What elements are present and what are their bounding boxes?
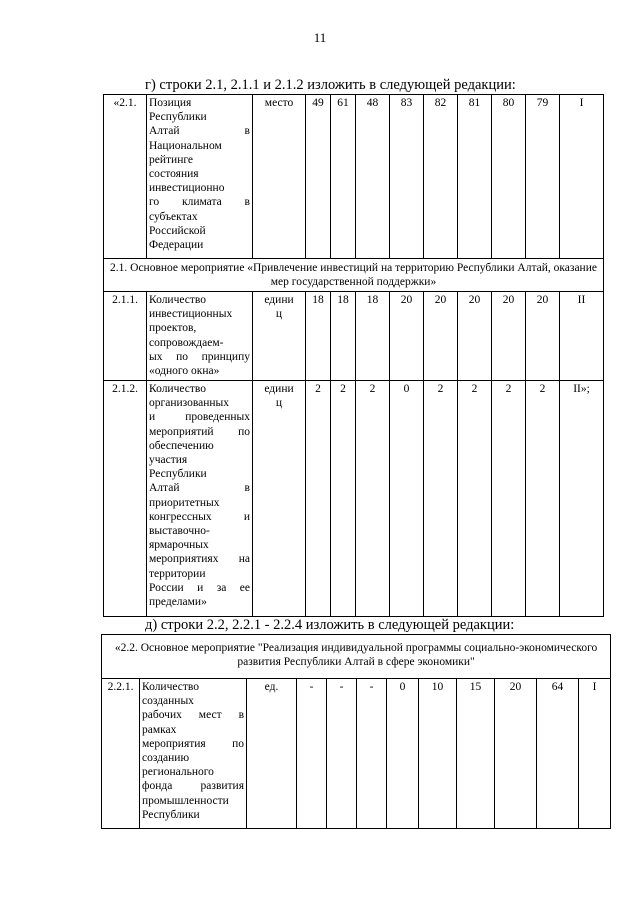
value-cell: 80 (492, 95, 526, 259)
table-d (101, 634, 611, 829)
unit-cell: место (253, 95, 306, 259)
indicator-name: Количество организованных и проведенных мероприятий по обеспечению участия Республики Алтай в приоритетных конгрессных и выставочно- ярмарочных мероприятиях на территории России и за ее пределами» (147, 381, 253, 617)
table-row-2-1-2 (104, 381, 604, 617)
section-title-row (102, 635, 611, 679)
value-cell: 15 (457, 679, 495, 829)
indicator-name: Количество созданных рабочих мест в рамках мероприятия по созданию регионального фонда развития промышленности Республики (140, 679, 247, 829)
value-cell: - (297, 679, 327, 829)
value-cell: 81 (458, 95, 492, 259)
indicator-name: Количество инвестиционных проектов, сопровождаем- ых по принципу «одного окна» (147, 292, 253, 381)
value-cell: 49 (306, 95, 331, 259)
section-title: 2.1. Основное мероприятие «Привлечение инвестиций на территорию Республики Алтай, оказание мер государственной поддержки» (104, 259, 604, 292)
table-row-2-1 (104, 95, 604, 259)
value-cell: 0 (387, 679, 419, 829)
value-cell: 2 (356, 381, 390, 617)
section-title: «2.2. Основное мероприятие "Реализация индивидуальной программы социально-экономического развития Республики Алтай в сфере экономики" (102, 635, 611, 679)
value-cell: 48 (356, 95, 390, 259)
value-cell: 79 (526, 95, 560, 259)
value-cell: 64 (537, 679, 579, 829)
value-cell: 18 (356, 292, 390, 381)
section-title-row (104, 259, 604, 292)
page-number: 11 (313, 30, 327, 45)
value-cell: 10 (419, 679, 457, 829)
type-cell: II»; (560, 381, 604, 617)
table-row-2-1-1 (104, 292, 604, 381)
value-cell: 2 (526, 381, 560, 617)
value-cell: 82 (424, 95, 458, 259)
type-cell: I (579, 679, 611, 829)
unit-cell: ед. (247, 679, 297, 829)
value-cell: 2 (306, 381, 331, 617)
value-cell: 20 (390, 292, 424, 381)
section-g-heading: г) строки 2.1, 2.1.1 и 2.1.2 изложить в следующей редакции: (145, 77, 516, 93)
type-cell: II (560, 292, 604, 381)
value-cell: 83 (390, 95, 424, 259)
value-cell: 2 (331, 381, 356, 617)
value-cell: 2 (492, 381, 526, 617)
value-cell: 20 (458, 292, 492, 381)
value-cell: 18 (306, 292, 331, 381)
section-d-heading: д) строки 2.2, 2.2.1 - 2.2.4 изложить в следующей редакции: (145, 617, 515, 633)
value-cell: 20 (495, 679, 537, 829)
value-cell: 2 (458, 381, 492, 617)
value-cell: 20 (492, 292, 526, 381)
value-cell: - (327, 679, 357, 829)
value-cell: 20 (526, 292, 560, 381)
row-number: 2.1.2. (104, 381, 147, 617)
row-number: 2.1.1. (104, 292, 147, 381)
value-cell: - (357, 679, 387, 829)
value-cell: 18 (331, 292, 356, 381)
row-number: «2.1. (104, 95, 147, 259)
row-number: 2.2.1. (102, 679, 140, 829)
unit-cell: едини ц (253, 381, 306, 617)
value-cell: 61 (331, 95, 356, 259)
table-g (103, 94, 604, 617)
value-cell: 2 (424, 381, 458, 617)
indicator-name: Позиция Республики Алтай в Национальном рейтинге состояния инвестиционно го климата в субъектах Российской Федерации (147, 95, 253, 259)
unit-cell: едини ц (253, 292, 306, 381)
value-cell: 20 (424, 292, 458, 381)
value-cell: 0 (390, 381, 424, 617)
table-row-2-2-1 (102, 679, 611, 829)
type-cell: I (560, 95, 604, 259)
